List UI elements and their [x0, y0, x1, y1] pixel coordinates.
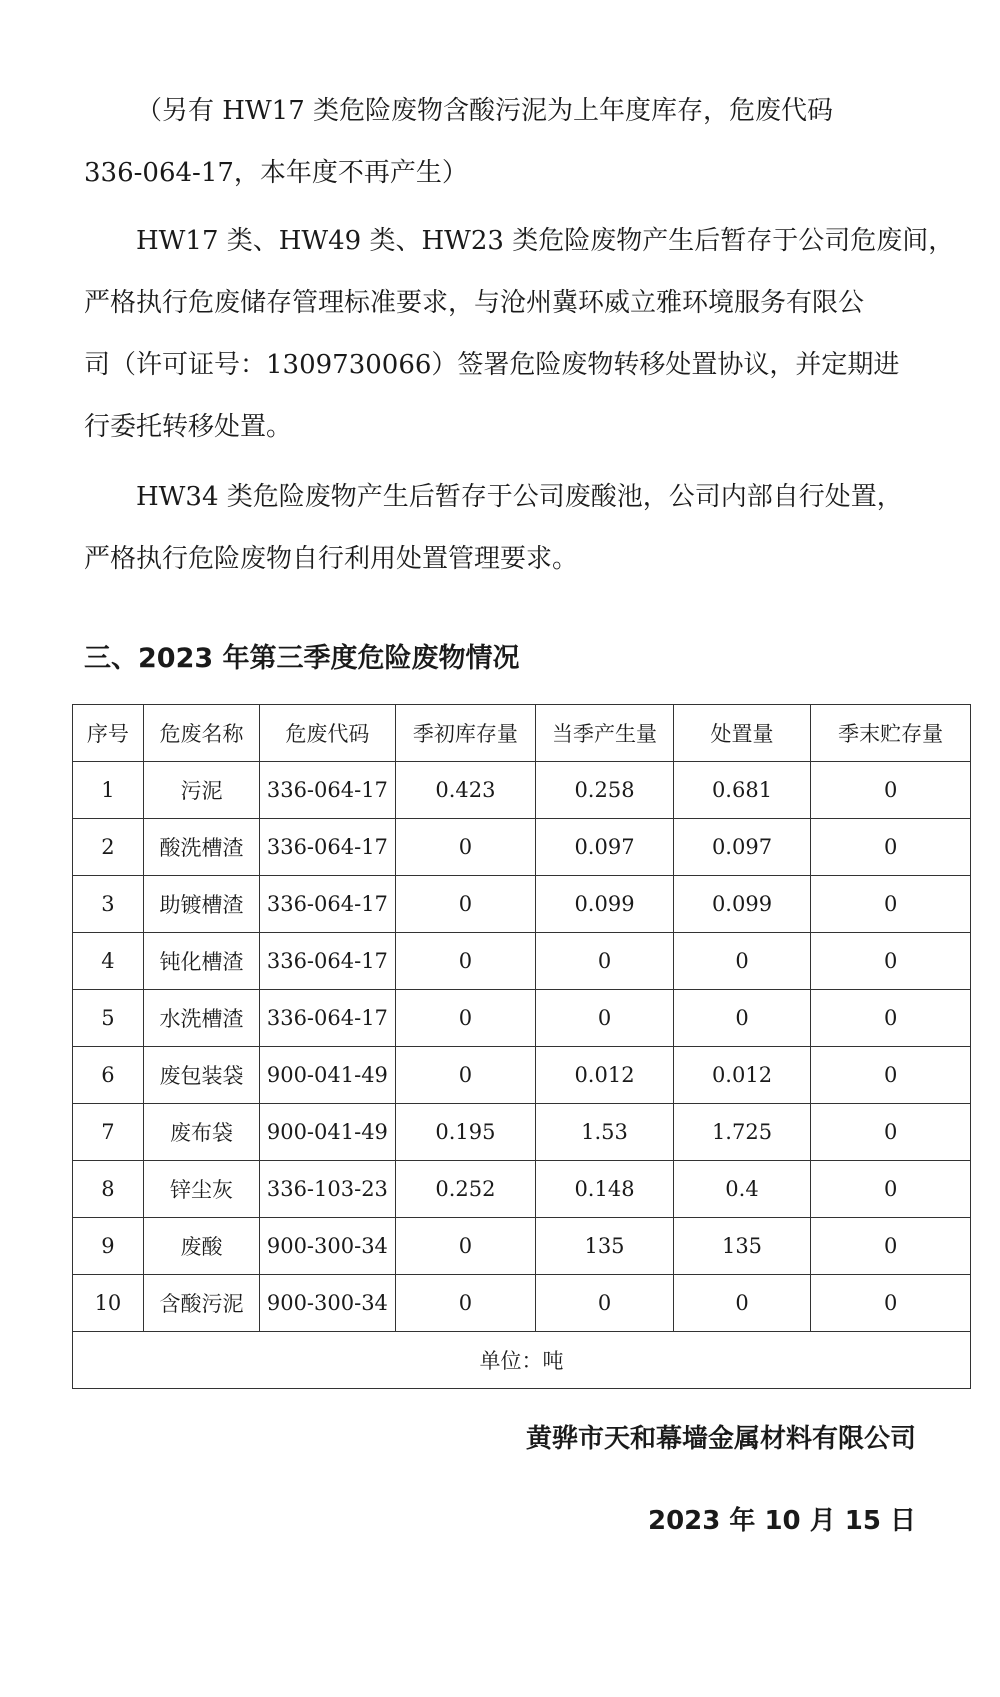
table-row	[73, 1161, 971, 1218]
cell-index: 6	[73, 1047, 144, 1104]
paragraph-line: 严格执行危险废物自行利用处置管理要求。	[84, 544, 579, 574]
table-row	[73, 990, 971, 1047]
cell-opening-stock: 0	[395, 1275, 536, 1332]
cell-index: 1	[73, 762, 144, 819]
cell-opening-stock: 0.195	[395, 1104, 536, 1161]
paragraph-line: 行委托转移处置。	[84, 412, 293, 442]
paragraph-self-disposal	[84, 466, 930, 590]
cell-disposed: 0	[673, 933, 811, 990]
cell-waste-code: 336-064-17	[260, 933, 395, 990]
cell-generated: 135	[536, 1218, 674, 1275]
paragraph-transfer-disposal	[84, 210, 955, 458]
cell-waste-name: 水洗槽渣	[143, 990, 259, 1047]
cell-index: 9	[73, 1218, 144, 1275]
header-disposed: 处置量	[673, 705, 811, 762]
cell-closing-stock: 0	[811, 819, 971, 876]
cell-closing-stock: 0	[811, 933, 971, 990]
cell-generated: 0.012	[536, 1047, 674, 1104]
cell-disposed: 0	[673, 1275, 811, 1332]
paragraph-legacy-stock	[84, 80, 930, 204]
cell-disposed: 0.4	[673, 1161, 811, 1218]
header-opening-stock: 季初库存量	[395, 705, 536, 762]
cell-opening-stock: 0	[395, 876, 536, 933]
cell-index: 5	[73, 990, 144, 1047]
cell-index: 3	[73, 876, 144, 933]
cell-generated: 0	[536, 990, 674, 1047]
cell-closing-stock: 0	[811, 1218, 971, 1275]
table-row	[73, 762, 971, 819]
cell-waste-code: 900-300-34	[260, 1218, 395, 1275]
cell-waste-name: 锌尘灰	[143, 1161, 259, 1218]
cell-generated: 0.099	[536, 876, 674, 933]
paragraph-line: 336-064-17，本年度不再产生）	[84, 158, 468, 188]
cell-waste-code: 900-041-49	[260, 1104, 395, 1161]
table-row	[73, 1047, 971, 1104]
cell-generated: 0	[536, 933, 674, 990]
cell-waste-name: 废酸	[143, 1218, 259, 1275]
cell-generated: 1.53	[536, 1104, 674, 1161]
table-row	[73, 876, 971, 933]
signature-date: 2023 年 10 月 15 日	[648, 1506, 916, 1536]
paragraph-line: 严格执行危废储存管理标准要求，与沧州冀环威立雅环境服务有限公	[84, 288, 865, 318]
cell-closing-stock: 0	[811, 1161, 971, 1218]
cell-opening-stock: 0.252	[395, 1161, 536, 1218]
cell-disposed: 0.099	[673, 876, 811, 933]
table-row	[73, 1104, 971, 1161]
header-generated: 当季产生量	[536, 705, 674, 762]
paragraph-line: HW34 类危险废物产生后暂存于公司废酸池，公司内部自行处置，	[136, 482, 903, 512]
cell-waste-code: 900-041-49	[260, 1047, 395, 1104]
cell-index: 2	[73, 819, 144, 876]
cell-opening-stock: 0.423	[395, 762, 536, 819]
cell-generated: 0.258	[536, 762, 674, 819]
cell-waste-name: 废包装袋	[143, 1047, 259, 1104]
cell-closing-stock: 0	[811, 1275, 971, 1332]
cell-opening-stock: 0	[395, 1047, 536, 1104]
cell-waste-name: 钝化槽渣	[143, 933, 259, 990]
cell-index: 4	[73, 933, 144, 990]
table-row	[73, 1218, 971, 1275]
cell-closing-stock: 0	[811, 990, 971, 1047]
cell-waste-code: 336-064-17	[260, 819, 395, 876]
cell-index: 7	[73, 1104, 144, 1161]
cell-disposed: 1.725	[673, 1104, 811, 1161]
header-waste-code: 危废代码	[260, 705, 395, 762]
cell-waste-name: 酸洗槽渣	[143, 819, 259, 876]
cell-index: 10	[73, 1275, 144, 1332]
cell-disposed: 0.681	[673, 762, 811, 819]
cell-opening-stock: 0	[395, 933, 536, 990]
paragraph-line: （另有 HW17 类危险废物含酸污泥为上年度库存，危废代码	[136, 96, 834, 126]
paragraph-line: HW17 类、HW49 类、HW23 类危险废物产生后暂存于公司危废间，	[136, 226, 955, 256]
paragraph-line: 司（许可证号：1309730066）签署危险废物转移处置协议，并定期进	[84, 350, 900, 380]
table-header-row	[73, 705, 971, 762]
cell-generated: 0.097	[536, 819, 674, 876]
cell-waste-code: 336-103-23	[260, 1161, 395, 1218]
cell-waste-code: 336-064-17	[260, 762, 395, 819]
cell-opening-stock: 0	[395, 1218, 536, 1275]
table-row	[73, 933, 971, 990]
table-row	[73, 1275, 971, 1332]
section-heading: 三、2023 年第三季度危险废物情况	[84, 643, 520, 674]
header-closing-stock: 季末贮存量	[811, 705, 971, 762]
cell-disposed: 0.012	[673, 1047, 811, 1104]
cell-generated: 0.148	[536, 1161, 674, 1218]
cell-waste-code: 900-300-34	[260, 1275, 395, 1332]
unit-note: 单位：吨	[73, 1332, 971, 1389]
cell-opening-stock: 0	[395, 990, 536, 1047]
cell-disposed: 0.097	[673, 819, 811, 876]
header-index: 序号	[73, 705, 144, 762]
cell-opening-stock: 0	[395, 819, 536, 876]
cell-disposed: 135	[673, 1218, 811, 1275]
table-unit-row	[73, 1332, 971, 1389]
company-signature: 黄骅市天和幕墙金属材料有限公司	[525, 1424, 916, 1454]
header-waste-name: 危废名称	[143, 705, 259, 762]
cell-waste-name: 污泥	[143, 762, 259, 819]
cell-waste-name: 含酸污泥	[143, 1275, 259, 1332]
cell-generated: 0	[536, 1275, 674, 1332]
cell-waste-name: 废布袋	[143, 1104, 259, 1161]
hazardous-waste-table	[72, 704, 971, 1389]
cell-closing-stock: 0	[811, 876, 971, 933]
table-row	[73, 819, 971, 876]
cell-disposed: 0	[673, 990, 811, 1047]
cell-waste-name: 助镀槽渣	[143, 876, 259, 933]
cell-closing-stock: 0	[811, 762, 971, 819]
cell-closing-stock: 0	[811, 1104, 971, 1161]
cell-waste-code: 336-064-17	[260, 876, 395, 933]
cell-closing-stock: 0	[811, 1047, 971, 1104]
cell-waste-code: 336-064-17	[260, 990, 395, 1047]
cell-index: 8	[73, 1161, 144, 1218]
